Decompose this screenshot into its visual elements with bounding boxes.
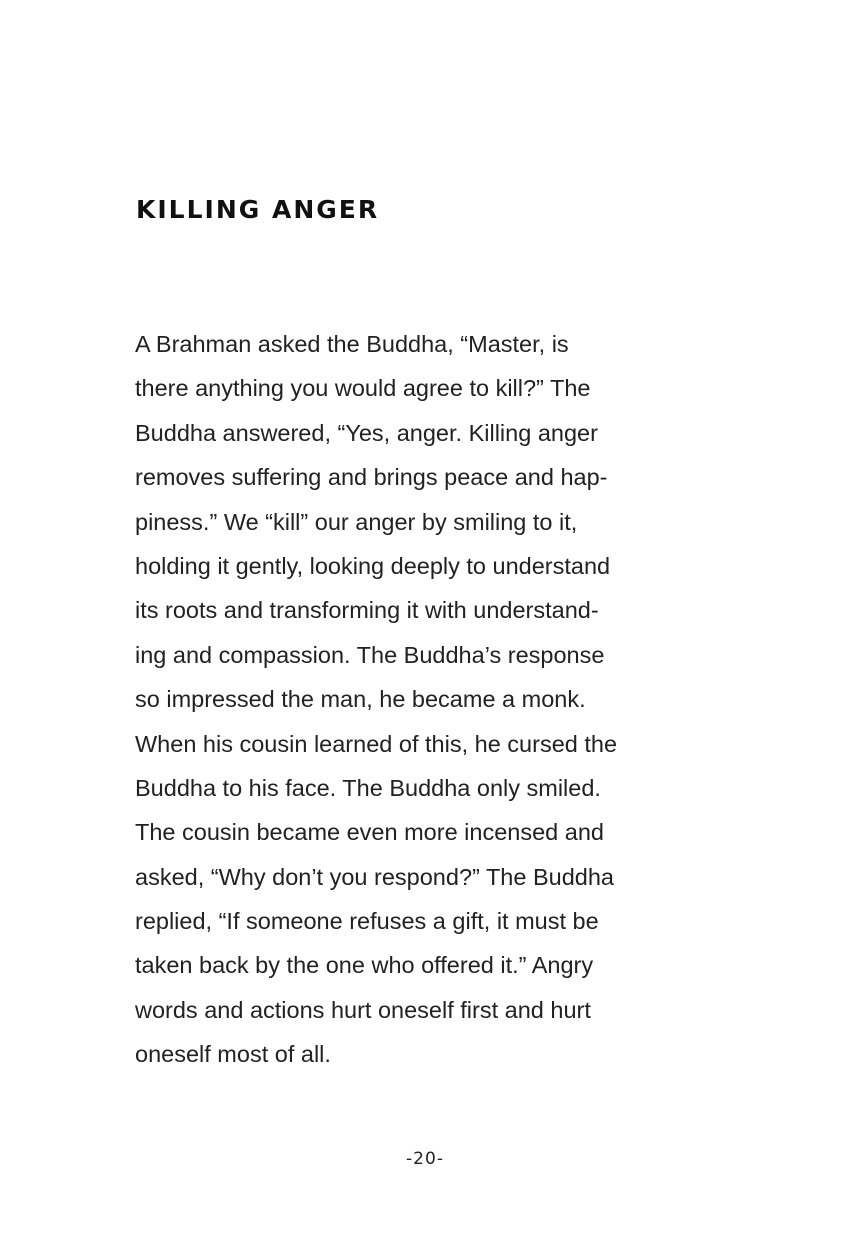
text-line: replied, “If someone refuses a gift, it must be	[135, 908, 599, 935]
page-number: -20-	[406, 1149, 444, 1169]
text-line: Buddha answered, “Yes, anger. Killing anger	[135, 419, 598, 446]
text-line: When his cousin learned of this, he cursed the	[135, 730, 618, 757]
body-paragraph	[135, 322, 695, 1077]
text-line: its roots and transforming it with understand-	[135, 597, 599, 624]
text-line: ing and compassion. The Buddha’s response	[135, 641, 605, 668]
text-line: piness.” We “kill” our anger by smiling to it,	[135, 508, 578, 535]
text-line: so impressed the man, he became a monk.	[135, 686, 586, 713]
text-line: oneself most of all.	[135, 1041, 331, 1068]
text-line: removes suffering and brings peace and hap-	[135, 464, 608, 491]
text-line: The cousin became even more incensed and	[135, 819, 604, 846]
text-line: A Brahman asked the Buddha, “Master, is	[135, 331, 569, 357]
text-line: holding it gently, looking deeply to understand	[135, 552, 611, 579]
text-line: Buddha to his face. The Buddha only smiled.	[135, 774, 601, 801]
text-line: words and actions hurt oneself first and hurt	[135, 996, 591, 1023]
text-line: there anything you would agree to kill?” The	[135, 375, 591, 402]
page-title: KILLING ANGER	[136, 195, 380, 224]
text-line: asked, “Why don’t you respond?” The Buddha	[135, 863, 614, 890]
text-line: taken back by the one who offered it.” Angry	[135, 952, 594, 979]
